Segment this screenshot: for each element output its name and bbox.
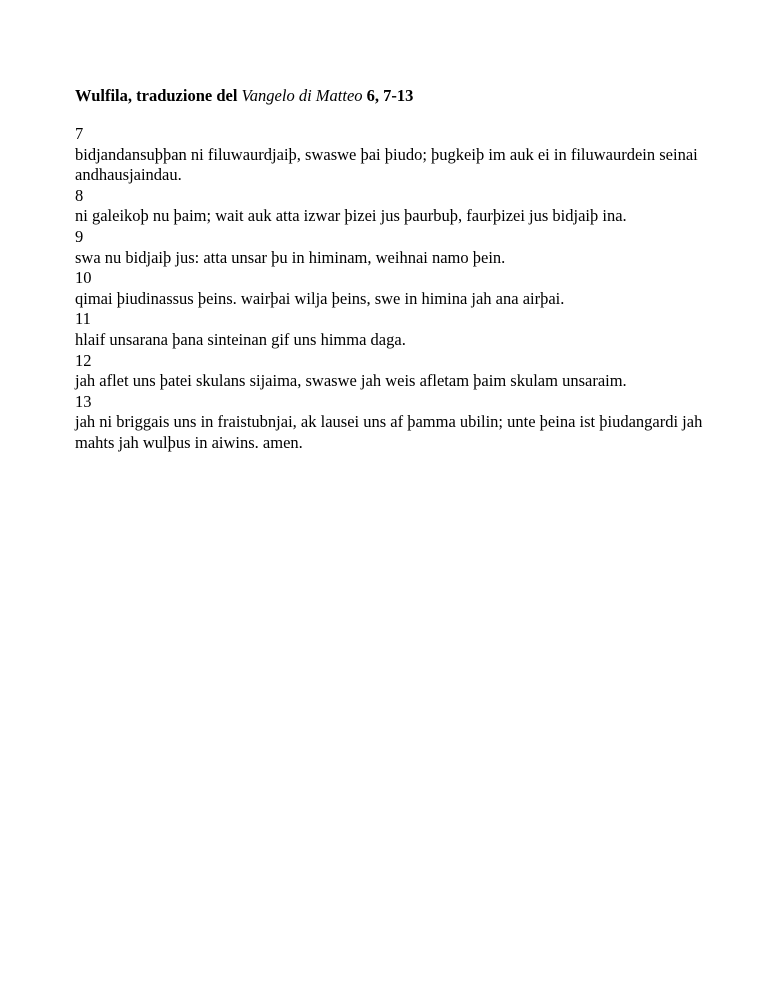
verse-number: 9 bbox=[75, 226, 84, 246]
document-title bbox=[75, 86, 715, 106]
verse-8 bbox=[75, 186, 715, 227]
document-page bbox=[75, 86, 715, 454]
title-suffix: 6, 7-13 bbox=[362, 86, 414, 105]
verse-number: 7 bbox=[75, 124, 84, 143]
verse-number: 12 bbox=[75, 350, 92, 370]
title-prefix: Wulfila, traduzione del bbox=[75, 86, 242, 105]
verse-text: jah ni briggais uns in fraistubnjai, ak lausei uns af þamma ubilin; unte þeina ist þiudangardi jah mahts jah wulþus in aiwins. amen. bbox=[75, 412, 703, 452]
verse-10 bbox=[75, 268, 715, 309]
verse-7 bbox=[75, 124, 715, 186]
verse-text: hlaif unsarana þana sinteinan gif uns himma daga. bbox=[75, 329, 406, 349]
verse-13 bbox=[75, 392, 715, 454]
verse-text: jah aflet uns þatei skulans sijaima, swaswe jah weis afletam þaim skulam unsaraim. bbox=[75, 371, 627, 391]
verse-text: qimai þiudinassus þeins. wairþai wilja þeins, swe in himina jah ana airþai. bbox=[75, 288, 565, 308]
verse-number: 11 bbox=[75, 309, 91, 329]
verse-text: ni galeikoþ nu þaim; wait auk atta izwar þizei jus þaurbuþ, faurþizei jus bidjaiþ ina. bbox=[75, 206, 627, 226]
verse-text: swa nu bidjaiþ jus: atta unsar þu in himinam, weihnai namo þein. bbox=[75, 247, 506, 267]
verse-11 bbox=[75, 309, 715, 350]
verse-text: bidjandansuþþan ni filuwaurdjaiþ, swaswe þai þiudo; þugkeiþ im auk ei in filuwaurdein seinai andhausjaindau. bbox=[75, 144, 698, 185]
verse-number: 13 bbox=[75, 391, 92, 411]
title-italic: Vangelo di Matteo bbox=[241, 86, 363, 105]
verse-number: 8 bbox=[75, 185, 84, 205]
verse-12 bbox=[75, 351, 715, 392]
verse-9 bbox=[75, 227, 715, 268]
verse-list bbox=[75, 124, 715, 454]
verse-number: 10 bbox=[75, 268, 92, 288]
